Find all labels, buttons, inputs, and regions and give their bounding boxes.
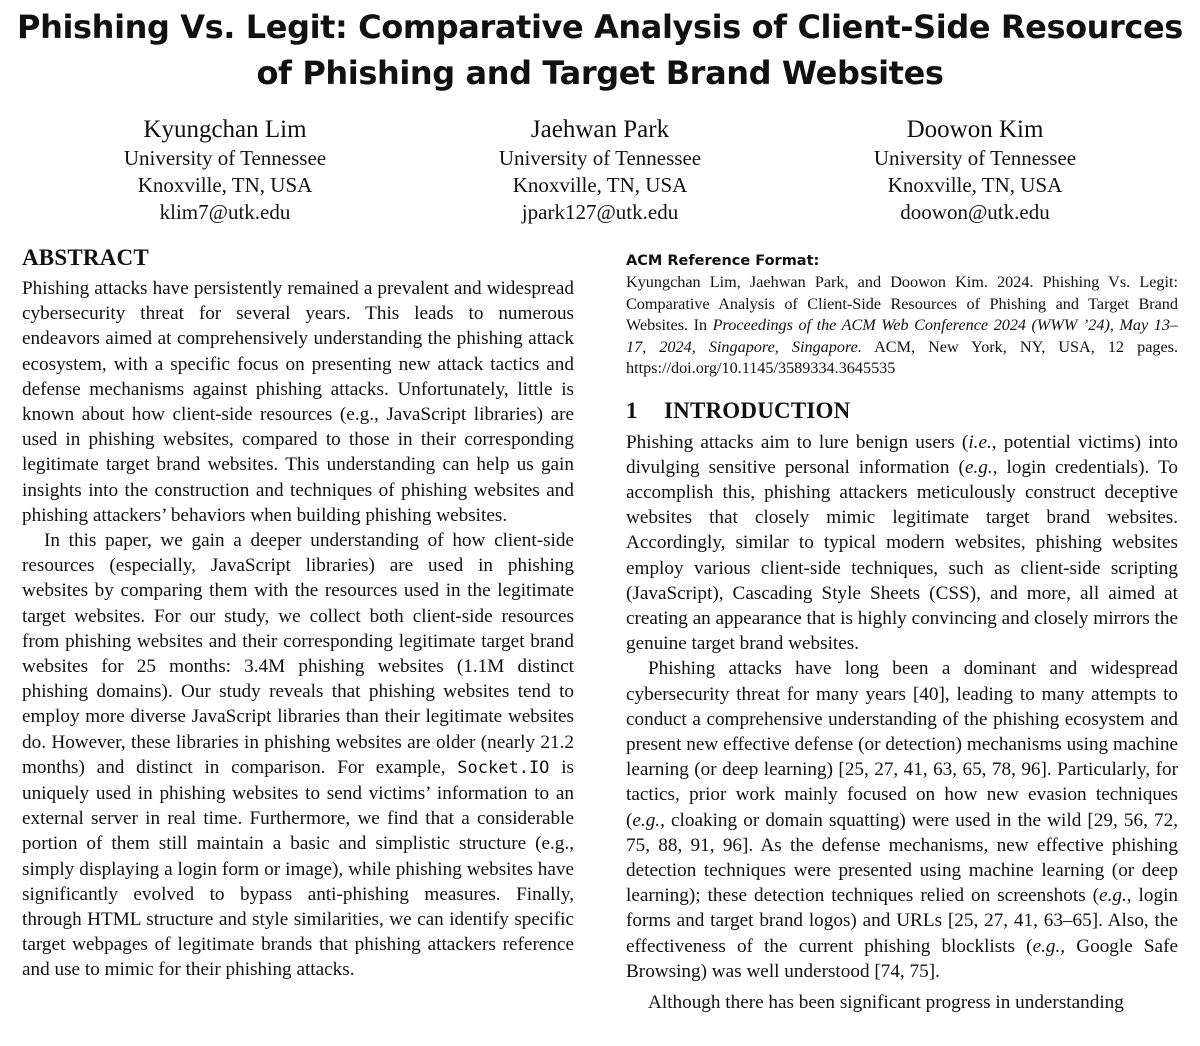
acm-reference-heading: ACM Reference Format: — [626, 253, 820, 269]
abstract-heading: ABSTRACT — [22, 245, 149, 270]
paper-title-line-2: of Phishing and Target Brand Websites — [256, 54, 944, 92]
author-name: Kyungchan Lim — [143, 116, 307, 143]
intro-paragraph-1 — [626, 430, 1178, 657]
author-location: Knoxville, TN, USA — [887, 173, 1063, 197]
abstract-text: is uniquely used in phishing websites to send victims’ information to an external server in real time. Furthermore, we find that a considerable portion of them still maintain a basic and simplistic structure (e.g., simply displaying a login form or image), while phishing websites have significantly evolved to bypass anti-phishing measures. Finally, through HTML structure and style similarities, we can identify specific target webpages of legitimate brands that phishing attackers reference and use to mimic for their phishing attacks. — [22, 756, 575, 981]
author-location: Knoxville, TN, USA — [137, 173, 313, 197]
reference-text: Kyungchan Lim, Jaehwan Park, and Doowon Kim. 2024. Phishing Vs. Legit: Comparative Analysis of Client-Side Resources of Phishing and Target Brand Websites. In — [626, 273, 1178, 334]
intro-emphasis: e.g. — [1032, 935, 1061, 957]
intro-text: Phishing attacks aim to lure benign users ( — [626, 431, 969, 453]
author-email: klim7@utk.edu — [159, 200, 291, 224]
author-email: jpark127@utk.edu — [521, 200, 679, 224]
intro-text: , Google Safe Browsing) was well understood [74, 75]. — [626, 935, 1178, 982]
abstract-paragraph-2 — [22, 528, 574, 983]
author-1 — [35, 115, 415, 226]
intro-text: , potential victims) into divulging sensitive personal information ( — [626, 431, 1178, 478]
intro-text: , login credentials). To accomplish this, phishing attackers meticulously construct deceptive websites that closely mimic legitimate target brand websites. Accordingly, similar to typical modern websites, phishing websites employ various client-side techniques, such as client-side scripting (JavaScript), Cascading Style Sheets (CSS), and more, all aimed at creating an appearance that is highly convincing and closely mirrors the genuine target brand websites. — [626, 456, 1178, 655]
abstract-text: In this paper, we gain a deeper understanding of how client-side resources (especially, JavaScript libraries) are used in phishing websites by comparing them with the resources used in the legitimate target websites. For our study, we collect both client-side resources from phishing websites and their corresponding legitimate target brand websites for 25 months: 3.4M phishing websites (1.1M distinct phishing domains). Our study reveals that phishing websites tend to employ more diverse JavaScript libraries than their legitimate websites do. However, these libraries in phishing websites are older (nearly 21.2 months) and distinct in comparison. For example, — [22, 530, 574, 778]
intro-text: , cloaking or domain squatting) were used in the wild [29, 56, 72, 75, 88, 91, 96]. As the defense mechanisms, new effective phishing detection techniques were presented using machine learning (or deep learning); these detection techniques relied on screenshots ( — [626, 809, 1178, 907]
intro-text: , login forms and target brand logos) and URLs [25, 27, 41, 63–65]. Also, the effectiveness of the current phishing blocklists ( — [626, 885, 1178, 957]
right-column — [626, 243, 1178, 1015]
author-name: Jaehwan Park — [530, 116, 670, 143]
author-affiliation: University of Tennessee — [123, 146, 327, 170]
intro-paragraph-2 — [626, 656, 1178, 984]
abstract-paragraph-1: Phishing attacks have persistently remained a prevalent and widespread cybersecurity threat for several years. This leads to numerous endeavors aimed at comprehensively understanding the phishing attack ecosystem, with a specific focus on presenting new attack tactics and defense mechanisms against phishing attacks. Unfortunately, little is known about how client-side resources (e.g., JavaScript libraries) are used in phishing websites, compared to those in their corresponding legitimate target brand websites. This understanding can help us gain insights into the construction and techniques of phishing websites and phishing attackers’ behaviors when building phishing websites. — [22, 278, 574, 526]
intro-emphasis: e.g. — [1099, 885, 1127, 907]
paper-title — [0, 4, 1200, 96]
paper-title-line-1: Phishing Vs. Legit: Comparative Analysis of Client-Side Resources — [17, 8, 1183, 46]
author-block — [0, 115, 1200, 230]
intro-emphasis: i.e. — [968, 431, 992, 453]
author-affiliation: University of Tennessee — [498, 146, 702, 170]
intro-paragraph-3: Although there has been significant progress in understanding — [648, 991, 1124, 1013]
section-number: 1 — [626, 397, 638, 423]
intro-emphasis: e.g. — [964, 456, 993, 478]
author-3 — [785, 115, 1165, 226]
acm-reference-text — [626, 272, 1178, 380]
intro-text: Phishing attacks have long been a dominant and widespread cybersecurity threat for many years [40], leading to many attempts to conduct a comprehensive understanding of the phishing ecosystem and present new effective defense (or detection) mechanisms using machine learning (or deep learning) [25, 27, 41, 63, 65, 78, 96]. Particularly, for tactics, prior work mainly focused on how new evasion techniques ( — [626, 658, 1178, 831]
author-name: Doowon Kim — [906, 116, 1044, 143]
author-location: Knoxville, TN, USA — [512, 173, 688, 197]
left-column — [22, 243, 574, 983]
author-email: doowon@utk.edu — [900, 200, 1050, 224]
author-2 — [410, 115, 790, 226]
introduction-heading — [626, 396, 1178, 426]
reference-text: ACM, New York, NY, USA, 12 pages. https://doi.org/10.1145/3589334.3645535 — [626, 337, 1179, 377]
intro-emphasis: e.g. — [632, 809, 661, 831]
code-socketio: Socket.IO — [457, 757, 550, 778]
author-affiliation: University of Tennessee — [873, 146, 1077, 170]
reference-venue: Proceedings of the ACM Web Conference 2024 (WWW ’24), May 13–17, 2024, Singapore, Singapore. — [626, 316, 1179, 356]
section-title: INTRODUCTION — [664, 397, 851, 423]
